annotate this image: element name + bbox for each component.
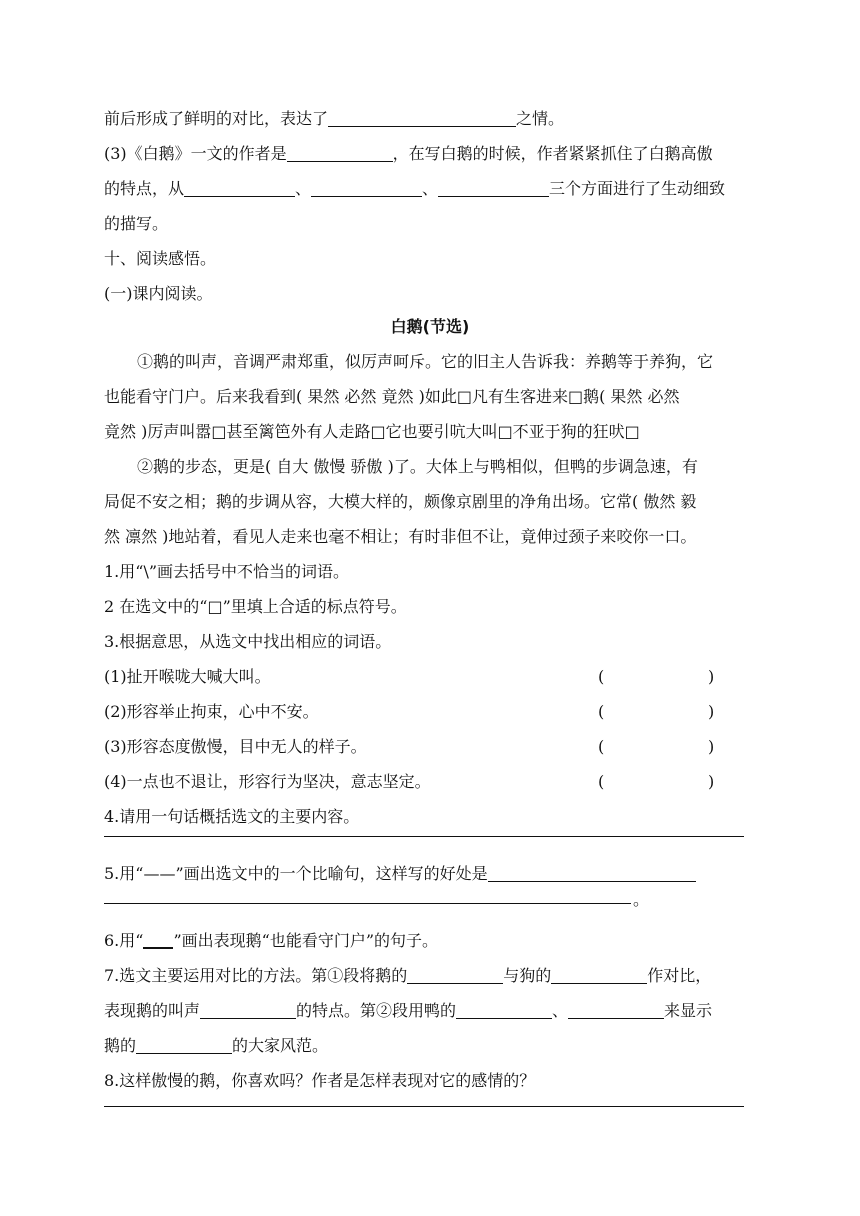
section-heading: 十、阅读感悟。 [104,249,217,268]
answer-blank[interactable] [200,1002,296,1019]
text: 与狗的 [503,966,552,985]
question-7-line-3 [104,1035,328,1057]
passage-line: 局促不安之相；鹅的步调从容，大模大样的，颇像京剧里的净角出场。它常( 傲然 毅 [104,492,697,511]
text: 鹅的 [104,1036,137,1055]
answer-line[interactable] [104,903,631,904]
q3-item: (2)形容举止拘束，心中不安。 [104,702,319,721]
aspect-blank-1[interactable] [184,180,295,197]
text: 6.用“ [104,931,144,950]
text: 的特点，从 [104,179,185,198]
answer-blank[interactable] [488,865,696,882]
passage-line: 然 凛然 )地站着，看见人走来也毫不相让；有时非但不让，竟伸过颈子来咬你一口。 [104,527,697,546]
text: ，在写白鹅的时候，作者紧紧抓住了白鹅高傲 [392,144,713,163]
question-7-line-1 [104,965,711,987]
text: 7.选文主要运用对比的方法。第①段将鹅的 [104,966,408,985]
question-4: 4.请用一句话概括选文的主要内容。 [104,807,360,826]
text: (3)《白鹅》一文的作者是 [104,144,287,163]
text: ”画出表现鹅“也能看守门户”的句子。 [173,931,438,950]
author-blank[interactable] [287,145,393,162]
text: 、 [552,1001,569,1020]
answer-paren-close: ) [708,737,715,756]
text: 来显示 [664,1001,713,1020]
answer-paren-open: ( [598,702,605,721]
question-7-line-2 [104,1000,712,1022]
text: 表现鹅的叫声 [104,1001,201,1020]
answer-paren-close: ) [708,772,715,791]
question-1: 1.用“\”画去括号中不恰当的词语。 [104,562,350,581]
passage-line: ①鹅的叫声，音调严肃郑重，似厉声呵斥。它的旧主人告诉我：养鹅等于养狗，它 [137,352,714,371]
q3-line-2 [104,178,725,200]
aspect-blank-2[interactable] [311,180,422,197]
answer-blank[interactable] [407,967,503,984]
question-8: 8.这样傲慢的鹅，你喜欢吗？作者是怎样表现对它的感情的？ [104,1071,536,1090]
passage-title: 白鹅(节选) [390,317,470,336]
answer-line[interactable] [104,836,744,837]
answer-paren-open: ( [598,737,605,756]
answer-blank[interactable] [568,1002,664,1019]
text: 的特点。第②段用鸭的 [296,1001,457,1020]
period: 。 [633,890,650,909]
q3-line-3: 的描写。 [104,214,169,233]
text: 之情。 [516,109,565,128]
q3-item: (4)一点也不退让，形容行为坚决，意志坚定。 [104,772,431,791]
q2-tail-line [104,108,564,130]
q3-line-1 [104,143,713,165]
text: 前后形成了鲜明的对比，表达了 [104,109,329,128]
text: 作对比， [647,966,712,985]
q3-item: (3)形容态度傲慢，目中无人的样子。 [104,737,367,756]
aspect-blank-3[interactable] [438,180,549,197]
answer-paren-close: ) [708,702,715,721]
underline-mark [143,933,173,949]
question-6 [104,930,438,952]
answer-blank[interactable] [328,110,516,127]
passage-line: ②鹅的步态，更是( 自大 傲慢 骄傲 )了。大体上与鸭相似，但鸭的步调急速，有 [137,457,698,476]
text: 、 [295,179,312,198]
text: 的大家风范。 [232,1036,329,1055]
passage-line: 也能看守门户。后来我看到( 果然 必然 竟然 )如此□凡有生客进来□鹅( 果然 必然 [104,387,680,406]
question-3: 3.根据意思，从选文中找出相应的词语。 [104,632,392,651]
text: 三个方面进行了生动细致 [549,179,726,198]
question-5 [104,863,696,885]
answer-blank[interactable] [136,1037,232,1054]
answer-blank[interactable] [551,967,647,984]
q3-item: (1)扯开喉咙大喊大叫。 [104,667,271,686]
answer-paren-open: ( [598,667,605,686]
question-2: 2 在选文中的“□”里填上合适的标点符号。 [104,597,407,616]
answer-line[interactable] [104,1106,744,1107]
subsection-heading: (一)课内阅读。 [104,284,213,303]
text: 5.用“——”画出选文中的一个比喻句，这样写的好处是 [104,864,488,883]
answer-paren-close: ) [708,667,715,686]
passage-line: 竟然 )厉声叫嚣□甚至篱笆外有人走路□它也要引吭大叫□不亚于狗的狂吠□ [104,422,640,441]
answer-blank[interactable] [456,1002,552,1019]
text: 、 [422,179,439,198]
answer-paren-open: ( [598,772,605,791]
